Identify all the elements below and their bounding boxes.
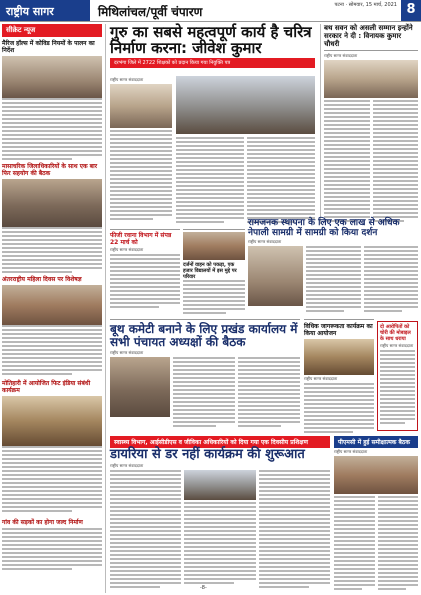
story-headline: विधिक जागरूकता कार्यक्रम का किया आयोजन: [304, 323, 373, 337]
story-text: [110, 254, 180, 310]
story-photo: [2, 396, 102, 446]
story-text: [2, 446, 102, 516]
story-headline: मोतिहारी में आयोजित फिट इंडिया संबंधी कार्यक्रम: [2, 380, 91, 394]
story-headline: रामजनक स्थापना के लिए एक लाख से अधिक नेपाली सामग्री में सामग्री को किया दर्शन: [248, 218, 400, 238]
mid-middle-story: [183, 229, 245, 314]
story-byline: राष्ट्रीय सागर संवाददाता: [334, 449, 368, 454]
story-text: [2, 98, 102, 160]
story-text: [110, 470, 330, 592]
story-text: [304, 383, 374, 435]
story-byline: राष्ट्रीय सागर संवाददाता: [304, 376, 338, 381]
footer-page-number: -8-: [200, 585, 207, 591]
brand-logo: राष्ट्रीय सागर: [0, 0, 90, 21]
awareness-story: [304, 319, 374, 431]
pds-banner: पीएमसी में हुई समीक्षात्मक बैठक: [334, 436, 418, 448]
story-text: [324, 100, 418, 230]
left-column: [2, 24, 106, 593]
story-headline: बथ सवन को असली सम्मान इन्होंने सरकार ने दी : विनायक कुमार चौधरी: [324, 24, 413, 48]
lead-photo: [110, 84, 172, 128]
story-photo: [2, 179, 102, 227]
lead-body: [110, 76, 315, 226]
story-photo: [334, 456, 418, 494]
story-headline: दर्जनों वाहन को पकड़ा, एक हजार विद्यालयों में इस मुद्दे पर परिवार: [183, 262, 237, 280]
story-text: [2, 528, 102, 572]
story-headline: फीजी रवाना विभाग में संपन्न 22 मार्च को: [110, 232, 172, 246]
story-headline: मैरिज हॉल्स में कोविड नियमों के पालन का निर्देश: [2, 40, 95, 54]
issue-meta: पटना · सोमवार, 15 मार्च, 2021: [334, 2, 397, 8]
story-photo: [2, 285, 102, 325]
lead-byline: राष्ट्रीय सागर संवाददाता: [110, 77, 144, 82]
bottom-story: [110, 448, 330, 595]
story-text: [2, 325, 102, 377]
masthead: [0, 0, 421, 22]
small-box-story: [377, 321, 418, 431]
mid-left-story: [110, 229, 180, 314]
story-text: [183, 280, 245, 318]
page-number: 8: [401, 0, 421, 21]
story-photo: [304, 339, 374, 375]
story-byline: राष्ट्रीय सागर संवाददाता: [324, 53, 358, 58]
story-byline: राष्ट्रीय सागर संवाददाता: [248, 239, 282, 244]
lead-main-photo: [176, 76, 315, 134]
lead-story: [110, 24, 315, 68]
story-photo: [110, 357, 170, 417]
lead-subheadline: दरभंगा जिले में 2722 शिक्षकों को प्रदान किया गया नियुक्ति पत्र: [110, 58, 315, 68]
booth-story: [110, 319, 300, 431]
bottom-banner: स्वास्थ्य विभाग, आईसीडीएस व जीविका अधिकारियों को दिया गया एक दिवसीय प्रशिक्षण: [110, 436, 330, 448]
story-text: [380, 350, 415, 426]
story-photo: [184, 470, 255, 500]
story-byline: राष्ट्रीय सागर संवाददाता: [380, 343, 414, 348]
lead-text: [110, 130, 172, 222]
story-headline: दो आरोपितों को चोरी की मोबाइल के साथ धराया: [380, 324, 411, 342]
story-text: [2, 227, 102, 273]
brief-heading: सीक्रेट न्यूज: [2, 24, 102, 37]
story-headline: डायरिया से डर नहीं कार्यक्रम की शुरूआत: [110, 447, 305, 462]
section-title: मिथिलांचल/पूर्वी चंपारण: [98, 5, 203, 19]
lead-text: [247, 137, 315, 225]
story-photo: [248, 246, 303, 306]
story-headline: मासाचरिक जिलाधिकारियों के साथ एक बार फिर सहयोग की बैठक: [2, 163, 98, 177]
story-text: [306, 246, 418, 314]
mid-right-story: [248, 216, 418, 316]
lead-headline: गुरु का सबसे महत्वपूर्ण कार्य है चरित्र निर्माण करना: जीवेश कुमार: [110, 23, 312, 57]
story-headline: अंतरराष्ट्रीय महिला दिवस पर विशेषज्ञ: [2, 276, 82, 283]
main-area: [110, 24, 418, 593]
story-headline: बूथ कमेटी बनाने के लिए प्रखंड कार्यालय में सभी पंचायत अध्यक्षों की बैठक: [110, 322, 298, 349]
right-top-story: [320, 24, 418, 224]
story-byline: राष्ट्रीय सागर संवाददाता: [110, 350, 144, 355]
story-headline: गांव की सड़कों का होगा जल्द निर्माण: [2, 519, 83, 526]
story-photo: [183, 232, 245, 260]
story-text: [334, 496, 418, 595]
story-photo: [2, 56, 102, 98]
story-photo: [324, 60, 418, 98]
pds-story: [334, 448, 418, 595]
story-byline: राष्ट्रीय सागर संवाददाता: [110, 463, 144, 468]
story-byline: राष्ट्रीय सागर संवाददाता: [110, 247, 144, 252]
story-text: [173, 357, 300, 429]
lead-text: [176, 137, 244, 225]
